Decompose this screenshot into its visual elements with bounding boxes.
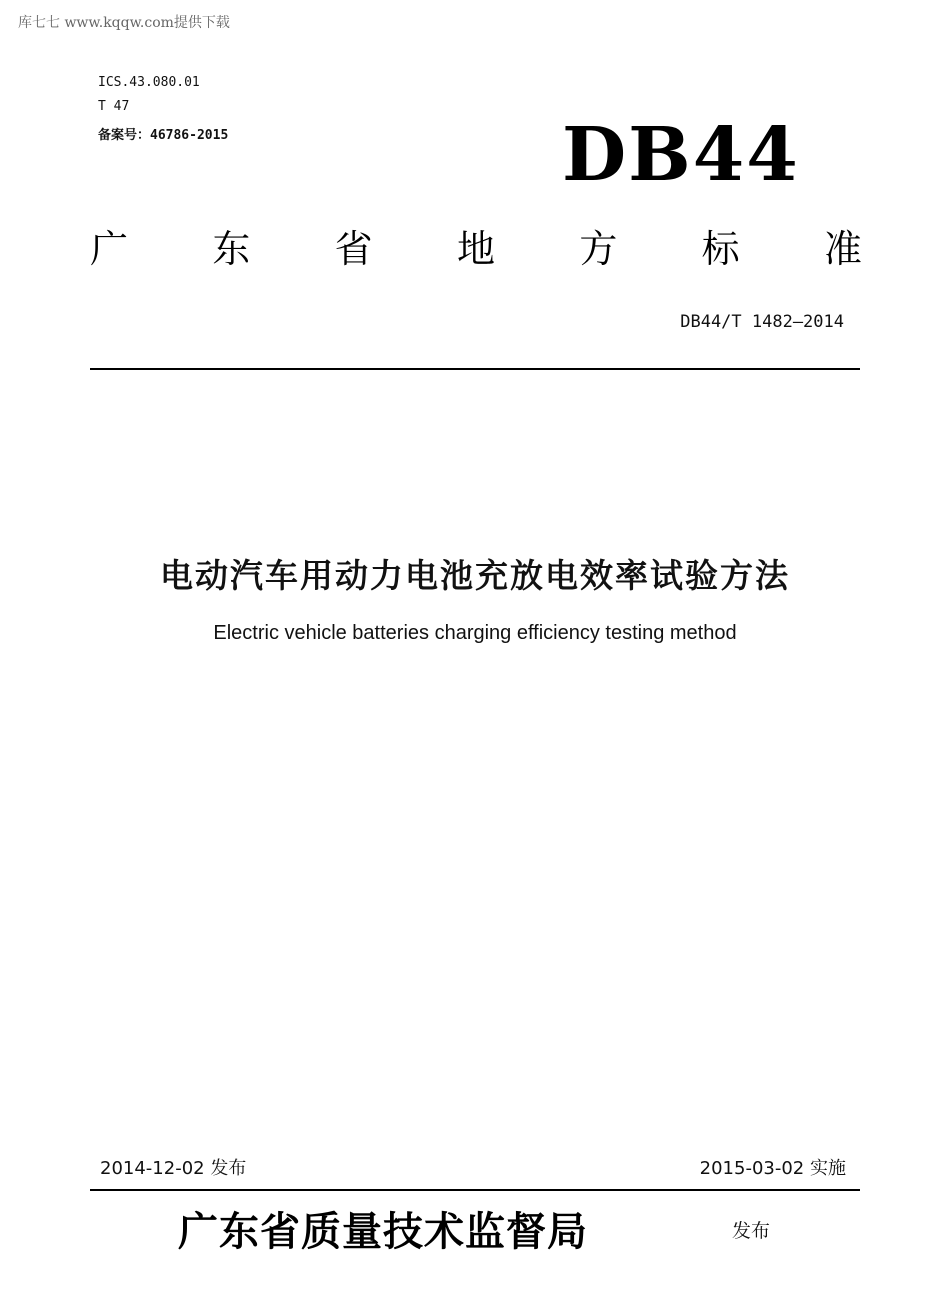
document-title-chinese: 电动汽车用动力电池充放电效率试验方法 [160,556,790,595]
standard-type-char: 准 [823,227,862,271]
standard-number: DB44/T 1482—2014 [680,312,844,332]
issuing-authority: 广东省质量技术监督局 [178,1208,588,1255]
standard-type-char: 东 [212,227,251,271]
standard-type-char: 标 [701,227,740,271]
document-title-english: Electric vehicle batteries charging efficiency testing method [213,622,737,644]
bottom-divider [90,1189,860,1191]
record-number: 备案号：46786-2015 [98,128,229,143]
issue-label: 发布 [732,1220,771,1242]
top-divider [90,368,860,370]
standard-type-char: 省 [334,227,373,271]
classification-code: T 47 [98,99,130,114]
watermark-text: 库七七 www.kqqw.com提供下载 [18,15,230,31]
standard-type-char: 地 [456,227,495,271]
standard-type-char: 广 [90,227,129,271]
db-code-logo: DB44 [562,112,800,198]
release-date: 2014-12-02 发布 [100,1158,247,1179]
standard-type-heading [90,218,862,273]
ics-code: ICS.43.080.01 [98,75,200,90]
implementation-date: 2015-03-02 实施 [699,1158,846,1179]
standard-type-char: 方 [579,227,618,271]
